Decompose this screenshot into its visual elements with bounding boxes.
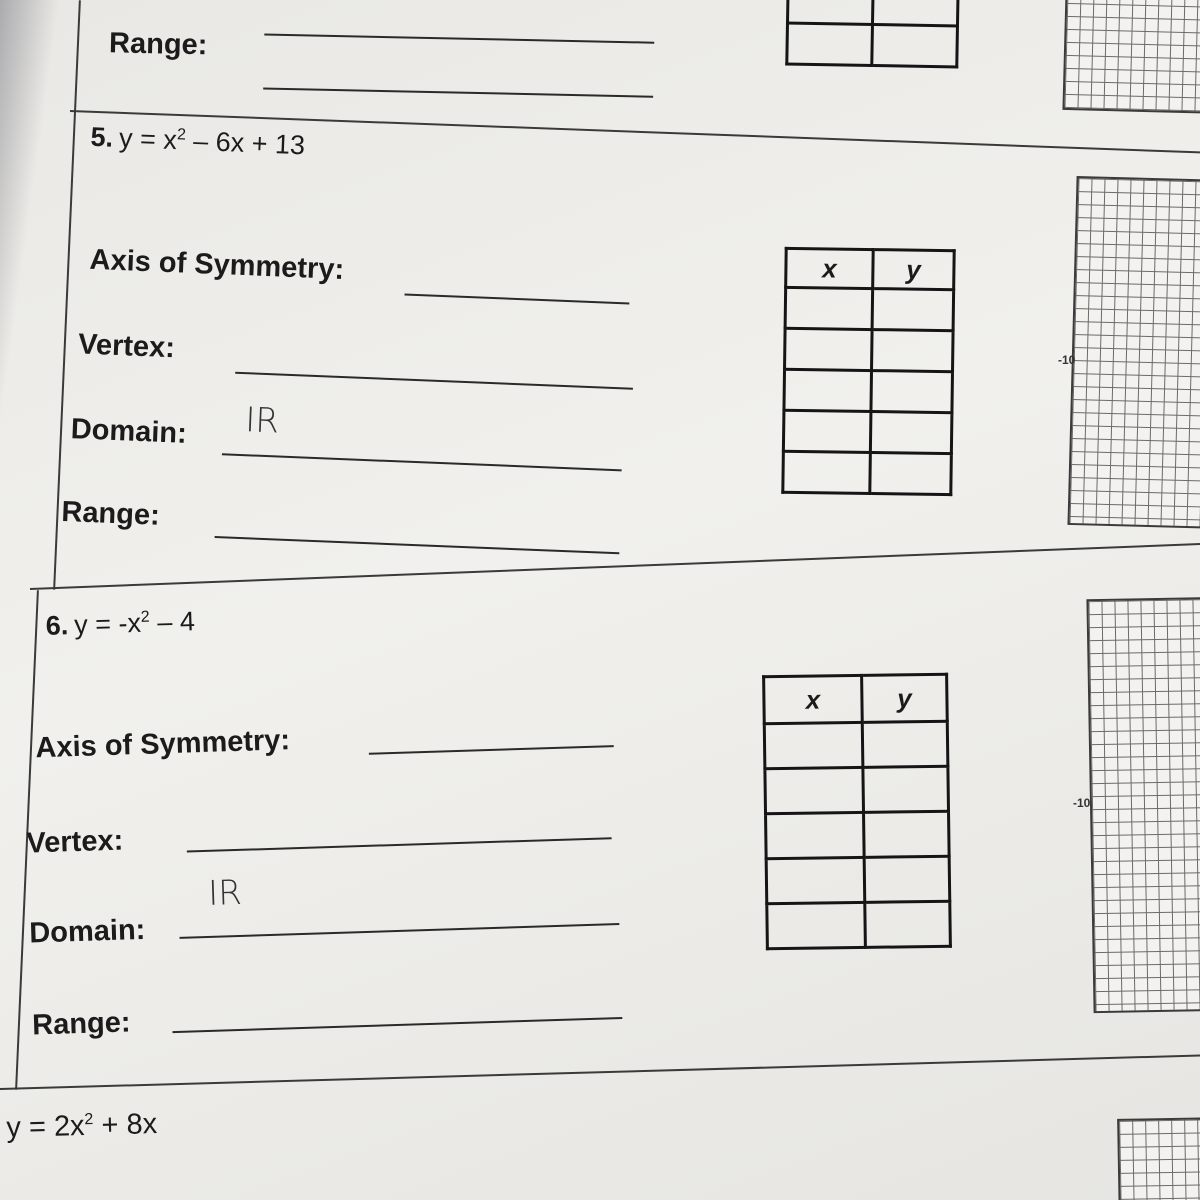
table-cell[interactable]	[870, 412, 952, 454]
vertex-label: Vertex:	[26, 824, 124, 860]
top-range-blank[interactable]	[263, 88, 653, 98]
table-cell[interactable]	[783, 451, 871, 493]
x-axis-tick-label: -10	[1073, 796, 1091, 810]
x-column-header: x	[786, 248, 874, 288]
problem-5-equation	[90, 122, 306, 162]
top-xy-table	[785, 0, 959, 69]
vertex-blank[interactable]	[235, 372, 633, 390]
range-label: Range:	[31, 1006, 131, 1042]
problem-5-coordinate-grid	[1067, 176, 1200, 529]
problem-6-coordinate-grid	[1086, 597, 1200, 1013]
domain-answer: IR	[244, 400, 280, 442]
table-cell[interactable]	[765, 767, 864, 813]
problem-6-xy-table	[762, 673, 952, 951]
equation-suffix: – 4	[149, 606, 196, 638]
vertex-label: Vertex:	[77, 328, 176, 365]
problem-number: 5.	[89, 121, 114, 153]
problem-5-xy-table	[781, 247, 955, 496]
domain-answer: IR	[207, 872, 243, 914]
table-cell[interactable]	[872, 0, 958, 26]
y-column-header: y	[873, 250, 955, 290]
equation-prefix: y = x	[118, 122, 178, 156]
table-cell[interactable]	[784, 369, 872, 411]
range-blank[interactable]	[215, 536, 620, 554]
table-cell[interactable]	[864, 811, 950, 857]
table-cell[interactable]	[872, 289, 954, 331]
table-cell[interactable]	[865, 901, 951, 947]
vertex-blank[interactable]	[187, 837, 612, 852]
table-cell[interactable]	[863, 766, 949, 812]
top-range-label: Range:	[108, 27, 208, 62]
top-coordinate-grid	[1062, 0, 1200, 114]
section-divider	[30, 543, 1200, 590]
table-cell[interactable]	[864, 856, 950, 902]
equation-prefix: y = -x	[73, 607, 142, 640]
domain-label: Domain:	[28, 913, 146, 950]
range-label: Range:	[60, 495, 161, 532]
axis-of-symmetry-blank[interactable]	[369, 745, 614, 755]
range-blank[interactable]	[172, 1017, 622, 1033]
problem-6-equation	[45, 606, 195, 642]
section-divider	[0, 1054, 1200, 1090]
table-cell[interactable]	[870, 453, 952, 495]
next-problem-equation	[6, 1108, 158, 1145]
equation-suffix: + 8x	[93, 1108, 158, 1142]
domain-blank[interactable]	[222, 453, 622, 471]
equation-exponent: 2	[84, 1111, 94, 1129]
equation-exponent: 2	[140, 608, 150, 626]
x-column-header: x	[764, 675, 863, 723]
axis-of-symmetry-label: Axis of Symmetry:	[35, 724, 291, 765]
table-cell[interactable]	[764, 722, 863, 768]
top-blank-line	[264, 34, 654, 44]
table-cell[interactable]	[767, 902, 866, 948]
domain-blank[interactable]	[180, 923, 620, 939]
table-cell[interactable]	[872, 330, 954, 372]
table-cell[interactable]	[787, 0, 873, 24]
table-cell[interactable]	[785, 328, 873, 370]
table-cell[interactable]	[785, 287, 873, 329]
y-column-header: y	[862, 674, 948, 722]
table-cell[interactable]	[872, 24, 958, 66]
table-cell[interactable]	[766, 857, 865, 903]
problem-number: 6.	[45, 610, 69, 641]
equation-suffix: – 6x + 13	[185, 125, 306, 161]
page-shadow	[0, 0, 60, 520]
table-cell[interactable]	[787, 23, 873, 65]
axis-of-symmetry-blank[interactable]	[404, 293, 629, 304]
equation-exponent: 2	[176, 126, 187, 144]
table-cell[interactable]	[862, 721, 948, 767]
axis-of-symmetry-label: Axis of Symmetry:	[89, 243, 345, 287]
equation-prefix: y = 2x	[6, 1109, 85, 1144]
domain-label: Domain:	[70, 413, 188, 450]
next-coordinate-grid	[1117, 1117, 1200, 1200]
x-axis-tick-label: -10	[1058, 353, 1076, 367]
table-cell[interactable]	[783, 410, 871, 452]
table-cell[interactable]	[871, 371, 953, 413]
table-cell[interactable]	[766, 812, 865, 858]
